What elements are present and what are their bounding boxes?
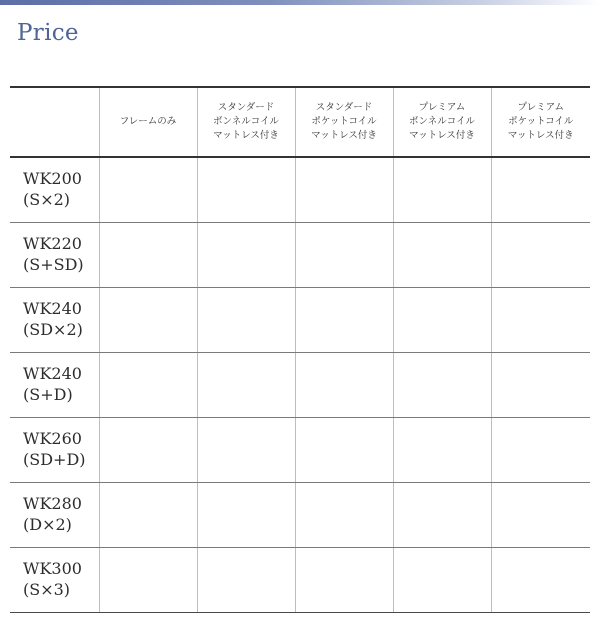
page-title: Price <box>17 20 79 46</box>
price-cell <box>197 483 295 548</box>
price-cell <box>99 223 197 288</box>
price-cell <box>295 288 393 353</box>
model-config: (SD×2) <box>23 320 83 339</box>
header-cell-frame-only: フレームのみ <box>99 87 197 157</box>
header-cell-model <box>10 87 99 157</box>
header-cell-premium-pocket: プレミアム ポケットコイル マットレス付き <box>491 87 590 157</box>
price-cell <box>197 288 295 353</box>
price-cell <box>491 483 590 548</box>
model-name: WK280 <box>23 494 82 514</box>
price-cell <box>99 418 197 483</box>
price-cell <box>393 353 491 418</box>
price-cell <box>197 353 295 418</box>
model-name: WK260 <box>23 429 82 449</box>
price-cell <box>197 418 295 483</box>
price-cell <box>197 223 295 288</box>
table-row <box>10 157 590 223</box>
price-cell <box>393 288 491 353</box>
model-name: WK240 <box>23 364 82 384</box>
price-cell <box>491 157 590 223</box>
price-cell <box>99 157 197 223</box>
table-row <box>10 483 590 548</box>
price-cell <box>491 353 590 418</box>
price-cell <box>491 223 590 288</box>
model-config: (S×3) <box>23 580 71 599</box>
model-cell <box>10 157 99 223</box>
price-cell <box>393 223 491 288</box>
model-name: WK240 <box>23 299 82 319</box>
table-row <box>10 418 590 483</box>
model-config: (SD+D) <box>23 450 86 469</box>
price-cell <box>295 483 393 548</box>
model-name: WK220 <box>23 234 82 254</box>
model-config: (S×2) <box>23 190 71 209</box>
top-accent-bar <box>0 0 600 5</box>
header-row <box>10 87 590 157</box>
model-config: (S+D) <box>23 385 73 404</box>
price-cell <box>393 483 491 548</box>
price-cell <box>295 418 393 483</box>
price-cell <box>99 288 197 353</box>
table-row <box>10 223 590 288</box>
table-row <box>10 353 590 418</box>
price-cell <box>295 157 393 223</box>
price-cell <box>393 548 491 613</box>
price-cell <box>295 353 393 418</box>
price-cell <box>393 418 491 483</box>
model-cell <box>10 223 99 288</box>
model-config: (D×2) <box>23 515 72 534</box>
price-cell <box>491 288 590 353</box>
price-cell <box>491 418 590 483</box>
price-cell <box>99 483 197 548</box>
price-cell <box>295 223 393 288</box>
model-cell <box>10 288 99 353</box>
model-name: WK200 <box>23 169 82 189</box>
price-cell <box>393 157 491 223</box>
model-cell <box>10 548 99 613</box>
price-cell <box>491 548 590 613</box>
price-cell <box>99 548 197 613</box>
price-table <box>10 86 590 613</box>
model-cell <box>10 483 99 548</box>
model-config: (S+SD) <box>23 255 84 274</box>
header-cell-standard-bonnell: スタンダード ボンネルコイル マットレス付き <box>197 87 295 157</box>
price-cell <box>99 353 197 418</box>
model-cell <box>10 418 99 483</box>
model-name: WK300 <box>23 559 82 579</box>
header-cell-premium-bonnell: プレミアム ボンネルコイル マットレス付き <box>393 87 491 157</box>
price-cell <box>197 157 295 223</box>
table-row <box>10 548 590 613</box>
table-row <box>10 288 590 353</box>
header-cell-standard-pocket: スタンダード ポケットコイル マットレス付き <box>295 87 393 157</box>
price-cell <box>197 548 295 613</box>
price-cell <box>295 548 393 613</box>
model-cell <box>10 353 99 418</box>
